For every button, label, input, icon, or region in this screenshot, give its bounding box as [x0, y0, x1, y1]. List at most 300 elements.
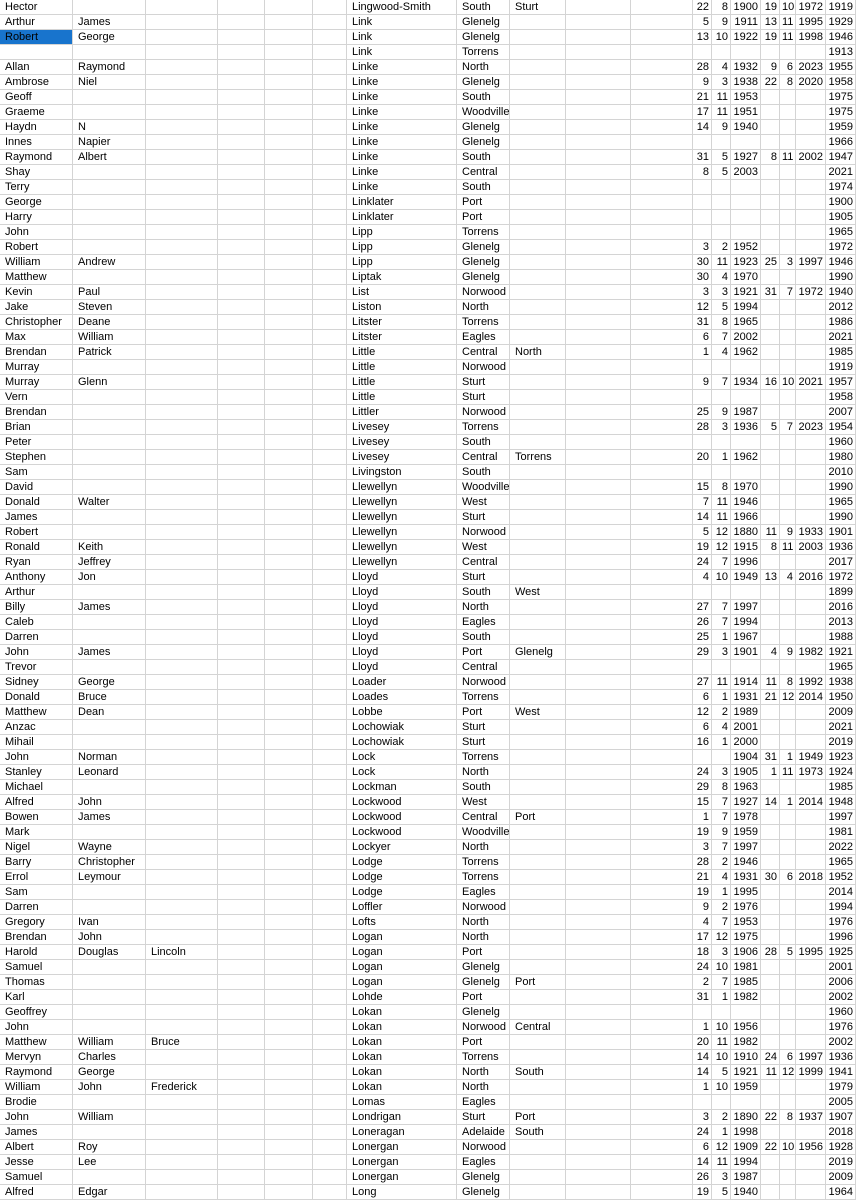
cell-col-k[interactable]: [631, 1185, 693, 1200]
cell-club[interactable]: Woodville: [457, 480, 510, 495]
cell-surname[interactable]: Lloyd: [347, 645, 457, 660]
cell-club[interactable]: North: [457, 1065, 510, 1080]
cell-col-d[interactable]: [218, 255, 265, 270]
cell-col-k[interactable]: [631, 870, 693, 885]
cell-first-name[interactable]: Gregory: [0, 915, 73, 930]
cell-debut-year[interactable]: 1959: [826, 120, 856, 135]
cell-death-year[interactable]: [796, 615, 826, 630]
cell-death-day[interactable]: [761, 300, 780, 315]
cell-death-day[interactable]: [761, 225, 780, 240]
cell-death-day[interactable]: [761, 345, 780, 360]
cell-surname[interactable]: Lock: [347, 765, 457, 780]
cell-death-month[interactable]: 3: [780, 255, 796, 270]
cell-second-club[interactable]: [510, 495, 566, 510]
cell-birth-day[interactable]: 5: [693, 15, 712, 30]
cell-death-month[interactable]: [780, 660, 796, 675]
cell-col-d[interactable]: [218, 915, 265, 930]
cell-debut-year[interactable]: 2005: [826, 1095, 856, 1110]
cell-birth-day[interactable]: [693, 390, 712, 405]
cell-birth-year[interactable]: 1927: [731, 795, 761, 810]
cell-col-e[interactable]: [265, 315, 313, 330]
cell-death-month[interactable]: [780, 120, 796, 135]
cell-debut-year[interactable]: 1994: [826, 900, 856, 915]
cell-col-j[interactable]: [566, 960, 631, 975]
cell-birth-month[interactable]: 3: [712, 645, 731, 660]
cell-surname[interactable]: Lockyer: [347, 840, 457, 855]
cell-second-name[interactable]: Raymond: [73, 60, 146, 75]
cell-col-e[interactable]: [265, 570, 313, 585]
cell-death-month[interactable]: [780, 735, 796, 750]
cell-death-day[interactable]: [761, 585, 780, 600]
cell-third-name[interactable]: [146, 330, 218, 345]
cell-second-club[interactable]: [510, 615, 566, 630]
cell-surname[interactable]: Lockman: [347, 780, 457, 795]
cell-birth-month[interactable]: 2: [712, 240, 731, 255]
cell-death-year[interactable]: 2023: [796, 420, 826, 435]
cell-third-name[interactable]: [146, 1095, 218, 1110]
cell-death-month[interactable]: 7: [780, 285, 796, 300]
cell-birth-day[interactable]: 27: [693, 600, 712, 615]
cell-death-day[interactable]: [761, 465, 780, 480]
cell-col-k[interactable]: [631, 825, 693, 840]
cell-death-month[interactable]: [780, 480, 796, 495]
cell-birth-day[interactable]: 12: [693, 705, 712, 720]
cell-col-f[interactable]: [313, 945, 347, 960]
cell-col-k[interactable]: [631, 555, 693, 570]
cell-col-e[interactable]: [265, 960, 313, 975]
cell-second-club[interactable]: [510, 720, 566, 735]
cell-club[interactable]: Port: [457, 945, 510, 960]
cell-death-year[interactable]: [796, 1095, 826, 1110]
cell-col-j[interactable]: [566, 1035, 631, 1050]
cell-col-f[interactable]: [313, 810, 347, 825]
cell-debut-year[interactable]: 1960: [826, 435, 856, 450]
cell-club[interactable]: Eagles: [457, 1155, 510, 1170]
cell-col-j[interactable]: [566, 135, 631, 150]
cell-col-e[interactable]: [265, 495, 313, 510]
cell-birth-month[interactable]: 10: [712, 960, 731, 975]
cell-second-club[interactable]: [510, 510, 566, 525]
cell-second-name[interactable]: Norman: [73, 750, 146, 765]
cell-col-e[interactable]: [265, 720, 313, 735]
cell-second-club[interactable]: [510, 75, 566, 90]
cell-col-d[interactable]: [218, 645, 265, 660]
cell-col-j[interactable]: [566, 180, 631, 195]
cell-death-month[interactable]: [780, 1095, 796, 1110]
cell-col-e[interactable]: [265, 990, 313, 1005]
cell-col-e[interactable]: [265, 165, 313, 180]
cell-birth-year[interactable]: 1951: [731, 105, 761, 120]
cell-col-k[interactable]: [631, 270, 693, 285]
cell-col-k[interactable]: [631, 840, 693, 855]
cell-birth-year[interactable]: 1997: [731, 600, 761, 615]
cell-second-name[interactable]: John: [73, 795, 146, 810]
cell-first-name[interactable]: Innes: [0, 135, 73, 150]
cell-death-day[interactable]: [761, 930, 780, 945]
cell-col-e[interactable]: [265, 1095, 313, 1110]
cell-debut-year[interactable]: 1990: [826, 510, 856, 525]
cell-debut-year[interactable]: 1921: [826, 645, 856, 660]
cell-second-name[interactable]: [73, 735, 146, 750]
cell-birth-year[interactable]: [731, 435, 761, 450]
cell-surname[interactable]: Lokan: [347, 1035, 457, 1050]
cell-birth-day[interactable]: 26: [693, 1170, 712, 1185]
cell-death-day[interactable]: [761, 915, 780, 930]
cell-col-k[interactable]: [631, 330, 693, 345]
cell-death-month[interactable]: [780, 105, 796, 120]
cell-birth-day[interactable]: 24: [693, 555, 712, 570]
cell-birth-day[interactable]: [693, 660, 712, 675]
cell-death-year[interactable]: 2002: [796, 150, 826, 165]
cell-surname[interactable]: Lockwood: [347, 825, 457, 840]
cell-death-day[interactable]: [761, 990, 780, 1005]
cell-col-d[interactable]: [218, 435, 265, 450]
cell-second-name[interactable]: James: [73, 645, 146, 660]
cell-birth-month[interactable]: 4: [712, 60, 731, 75]
cell-death-month[interactable]: [780, 825, 796, 840]
cell-third-name[interactable]: [146, 1185, 218, 1200]
cell-death-year[interactable]: 1956: [796, 1140, 826, 1155]
cell-col-j[interactable]: [566, 780, 631, 795]
cell-birth-month[interactable]: 9: [712, 825, 731, 840]
cell-birth-year[interactable]: 1934: [731, 375, 761, 390]
cell-col-k[interactable]: [631, 255, 693, 270]
cell-birth-day[interactable]: 24: [693, 765, 712, 780]
cell-birth-day[interactable]: [693, 1095, 712, 1110]
cell-surname[interactable]: Loffler: [347, 900, 457, 915]
cell-second-name[interactable]: John: [73, 930, 146, 945]
cell-death-year[interactable]: [796, 555, 826, 570]
cell-col-f[interactable]: [313, 405, 347, 420]
cell-third-name[interactable]: [146, 90, 218, 105]
cell-second-name[interactable]: Andrew: [73, 255, 146, 270]
cell-birth-year[interactable]: 1927: [731, 150, 761, 165]
cell-col-f[interactable]: [313, 1035, 347, 1050]
cell-death-month[interactable]: 8: [780, 75, 796, 90]
cell-third-name[interactable]: [146, 1125, 218, 1140]
cell-death-year[interactable]: [796, 510, 826, 525]
cell-debut-year[interactable]: 1928: [826, 1140, 856, 1155]
cell-col-j[interactable]: [566, 1095, 631, 1110]
cell-col-e[interactable]: [265, 765, 313, 780]
cell-col-e[interactable]: [265, 915, 313, 930]
cell-birth-month[interactable]: [712, 1005, 731, 1020]
cell-col-d[interactable]: [218, 345, 265, 360]
cell-col-f[interactable]: [313, 495, 347, 510]
cell-death-month[interactable]: [780, 465, 796, 480]
cell-surname[interactable]: Linke: [347, 105, 457, 120]
cell-second-club[interactable]: [510, 870, 566, 885]
cell-second-name[interactable]: Roy: [73, 1140, 146, 1155]
cell-col-d[interactable]: [218, 900, 265, 915]
cell-debut-year[interactable]: 1947: [826, 150, 856, 165]
cell-birth-month[interactable]: [712, 180, 731, 195]
cell-col-j[interactable]: [566, 1020, 631, 1035]
cell-death-day[interactable]: [761, 330, 780, 345]
cell-club[interactable]: Port: [457, 210, 510, 225]
cell-col-e[interactable]: [265, 690, 313, 705]
cell-third-name[interactable]: [146, 150, 218, 165]
cell-birth-month[interactable]: [712, 195, 731, 210]
cell-club[interactable]: Adelaide: [457, 1125, 510, 1140]
cell-birth-year[interactable]: 1987: [731, 1170, 761, 1185]
cell-death-year[interactable]: [796, 780, 826, 795]
cell-death-year[interactable]: [796, 1005, 826, 1020]
cell-second-name[interactable]: Lee: [73, 1155, 146, 1170]
cell-birth-month[interactable]: 10: [712, 30, 731, 45]
cell-first-name[interactable]: Darren: [0, 900, 73, 915]
cell-second-name[interactable]: [73, 1170, 146, 1185]
cell-second-club[interactable]: South: [510, 1065, 566, 1080]
cell-col-d[interactable]: [218, 780, 265, 795]
cell-death-month[interactable]: [780, 810, 796, 825]
cell-death-day[interactable]: [761, 825, 780, 840]
cell-birth-month[interactable]: 1: [712, 885, 731, 900]
cell-first-name[interactable]: Thomas: [0, 975, 73, 990]
cell-col-k[interactable]: [631, 945, 693, 960]
cell-second-club[interactable]: [510, 840, 566, 855]
cell-debut-year[interactable]: 1985: [826, 345, 856, 360]
cell-birth-year[interactable]: 1989: [731, 705, 761, 720]
cell-third-name[interactable]: [146, 165, 218, 180]
cell-death-year[interactable]: [796, 495, 826, 510]
cell-col-k[interactable]: [631, 885, 693, 900]
cell-first-name[interactable]: Harry: [0, 210, 73, 225]
cell-col-j[interactable]: [566, 675, 631, 690]
cell-col-d[interactable]: [218, 360, 265, 375]
cell-second-name[interactable]: Walter: [73, 495, 146, 510]
cell-col-f[interactable]: [313, 555, 347, 570]
cell-death-month[interactable]: [780, 585, 796, 600]
cell-col-e[interactable]: [265, 705, 313, 720]
cell-debut-year[interactable]: 1936: [826, 540, 856, 555]
cell-col-j[interactable]: [566, 540, 631, 555]
cell-second-name[interactable]: [73, 210, 146, 225]
cell-surname[interactable]: Lodge: [347, 870, 457, 885]
cell-second-club[interactable]: [510, 795, 566, 810]
cell-col-j[interactable]: [566, 600, 631, 615]
cell-surname[interactable]: Lipp: [347, 240, 457, 255]
cell-col-e[interactable]: [265, 465, 313, 480]
cell-col-e[interactable]: [265, 225, 313, 240]
cell-death-month[interactable]: [780, 510, 796, 525]
cell-first-name[interactable]: David: [0, 480, 73, 495]
cell-first-name[interactable]: Caleb: [0, 615, 73, 630]
cell-surname[interactable]: Loades: [347, 690, 457, 705]
cell-death-month[interactable]: 8: [780, 1110, 796, 1125]
cell-col-d[interactable]: [218, 1095, 265, 1110]
cell-surname[interactable]: Llewellyn: [347, 525, 457, 540]
cell-third-name[interactable]: [146, 465, 218, 480]
cell-col-k[interactable]: [631, 915, 693, 930]
cell-birth-month[interactable]: 3: [712, 420, 731, 435]
cell-second-club[interactable]: [510, 555, 566, 570]
cell-col-j[interactable]: [566, 450, 631, 465]
cell-birth-year[interactable]: 1904: [731, 750, 761, 765]
cell-third-name[interactable]: [146, 1005, 218, 1020]
cell-death-year[interactable]: [796, 195, 826, 210]
cell-third-name[interactable]: [146, 1140, 218, 1155]
cell-surname[interactable]: Lonergan: [347, 1170, 457, 1185]
cell-death-day[interactable]: 8: [761, 540, 780, 555]
cell-birth-day[interactable]: 4: [693, 915, 712, 930]
cell-second-club[interactable]: [510, 60, 566, 75]
cell-col-k[interactable]: [631, 960, 693, 975]
cell-birth-day[interactable]: 17: [693, 930, 712, 945]
cell-club[interactable]: Torrens: [457, 225, 510, 240]
cell-first-name[interactable]: Stephen: [0, 450, 73, 465]
cell-col-k[interactable]: [631, 435, 693, 450]
cell-col-d[interactable]: [218, 465, 265, 480]
cell-col-e[interactable]: [265, 375, 313, 390]
cell-col-e[interactable]: [265, 1065, 313, 1080]
cell-col-e[interactable]: [265, 810, 313, 825]
cell-col-e[interactable]: [265, 1020, 313, 1035]
cell-col-e[interactable]: [265, 435, 313, 450]
cell-col-e[interactable]: [265, 135, 313, 150]
cell-birth-month[interactable]: 4: [712, 345, 731, 360]
cell-first-name[interactable]: Mark: [0, 825, 73, 840]
cell-col-e[interactable]: [265, 555, 313, 570]
cell-col-k[interactable]: [631, 510, 693, 525]
cell-surname[interactable]: Link: [347, 15, 457, 30]
cell-surname[interactable]: Lipp: [347, 225, 457, 240]
cell-first-name[interactable]: Robert: [0, 240, 73, 255]
cell-col-k[interactable]: [631, 240, 693, 255]
cell-birth-day[interactable]: 24: [693, 960, 712, 975]
cell-second-club[interactable]: [510, 855, 566, 870]
cell-death-year[interactable]: [796, 405, 826, 420]
cell-club[interactable]: Norwood: [457, 525, 510, 540]
cell-surname[interactable]: Llewellyn: [347, 555, 457, 570]
cell-debut-year[interactable]: 1936: [826, 1050, 856, 1065]
cell-death-month[interactable]: 11: [780, 765, 796, 780]
cell-death-month[interactable]: 11: [780, 150, 796, 165]
cell-birth-year[interactable]: 1997: [731, 840, 761, 855]
cell-birth-day[interactable]: [693, 750, 712, 765]
cell-death-year[interactable]: 1997: [796, 255, 826, 270]
cell-birth-month[interactable]: 11: [712, 495, 731, 510]
cell-surname[interactable]: Lodge: [347, 885, 457, 900]
cell-debut-year[interactable]: 1979: [826, 1080, 856, 1095]
cell-club[interactable]: North: [457, 60, 510, 75]
cell-first-name[interactable]: Alfred: [0, 1185, 73, 1200]
cell-col-d[interactable]: [218, 945, 265, 960]
cell-col-f[interactable]: [313, 735, 347, 750]
cell-death-year[interactable]: [796, 225, 826, 240]
cell-col-e[interactable]: [265, 975, 313, 990]
cell-col-j[interactable]: [566, 855, 631, 870]
cell-col-d[interactable]: [218, 540, 265, 555]
cell-col-j[interactable]: [566, 750, 631, 765]
cell-col-k[interactable]: [631, 735, 693, 750]
cell-col-d[interactable]: [218, 270, 265, 285]
cell-death-month[interactable]: [780, 270, 796, 285]
cell-death-year[interactable]: [796, 930, 826, 945]
cell-first-name[interactable]: John: [0, 750, 73, 765]
cell-first-name[interactable]: [0, 45, 73, 60]
cell-birth-month[interactable]: [712, 585, 731, 600]
cell-death-month[interactable]: 10: [782, 1141, 795, 1153]
cell-second-club[interactable]: [510, 1170, 566, 1185]
cell-second-name[interactable]: Glenn: [73, 375, 146, 390]
cell-club[interactable]: Glenelg: [457, 240, 510, 255]
cell-birth-month[interactable]: 3: [712, 1170, 731, 1185]
cell-birth-day[interactable]: 3: [693, 1110, 712, 1125]
cell-death-month[interactable]: 1: [780, 795, 796, 810]
cell-third-name[interactable]: [146, 15, 218, 30]
cell-death-year[interactable]: [796, 735, 826, 750]
cell-third-name[interactable]: [146, 825, 218, 840]
cell-death-year[interactable]: 1992: [796, 675, 826, 690]
cell-debut-year[interactable]: 1980: [826, 450, 856, 465]
cell-col-j[interactable]: [566, 1005, 631, 1020]
cell-surname[interactable]: Liston: [347, 300, 457, 315]
cell-surname[interactable]: Lochowiak: [347, 720, 457, 735]
cell-second-club[interactable]: [510, 420, 566, 435]
cell-col-f[interactable]: [313, 675, 347, 690]
cell-death-day[interactable]: [761, 270, 780, 285]
cell-second-name[interactable]: [73, 180, 146, 195]
cell-second-club[interactable]: [510, 990, 566, 1005]
cell-birth-day[interactable]: 1: [693, 1020, 712, 1035]
cell-col-k[interactable]: [631, 1110, 693, 1125]
cell-death-day[interactable]: [761, 405, 780, 420]
cell-club[interactable]: South: [457, 630, 510, 645]
cell-death-day[interactable]: [761, 450, 780, 465]
cell-debut-year[interactable]: 2017: [826, 555, 856, 570]
cell-death-day[interactable]: 11: [761, 675, 780, 690]
cell-birth-year[interactable]: 1994: [731, 1155, 761, 1170]
cell-debut-year[interactable]: 1913: [826, 45, 856, 60]
cell-surname[interactable]: Little: [347, 345, 457, 360]
cell-col-e[interactable]: [265, 450, 313, 465]
cell-col-j[interactable]: [566, 1140, 631, 1155]
cell-col-j[interactable]: [566, 825, 631, 840]
cell-debut-year[interactable]: 2016: [826, 600, 856, 615]
cell-debut-year[interactable]: 1954: [826, 420, 856, 435]
cell-third-name[interactable]: [146, 255, 218, 270]
cell-death-day[interactable]: 8: [761, 150, 780, 165]
cell-second-club[interactable]: [510, 1005, 566, 1020]
cell-debut-year[interactable]: 1976: [826, 1020, 856, 1035]
cell-birth-year[interactable]: 2002: [731, 330, 761, 345]
cell-col-d[interactable]: [218, 450, 265, 465]
cell-birth-month[interactable]: 11: [712, 675, 731, 690]
cell-second-name[interactable]: Charles: [73, 1050, 146, 1065]
cell-col-k[interactable]: [631, 60, 693, 75]
cell-birth-month[interactable]: 7: [712, 915, 731, 930]
cell-club[interactable]: Glenelg: [457, 135, 510, 150]
cell-death-month[interactable]: [780, 990, 796, 1005]
cell-death-month[interactable]: [780, 555, 796, 570]
cell-birth-year[interactable]: 1909: [731, 1140, 761, 1155]
cell-second-name[interactable]: William: [73, 1035, 146, 1050]
cell-debut-year[interactable]: 1946: [826, 255, 856, 270]
cell-col-f[interactable]: [313, 885, 347, 900]
cell-death-month[interactable]: 8: [780, 675, 796, 690]
cell-birth-day[interactable]: 28: [693, 420, 712, 435]
cell-surname[interactable]: Lonergan: [347, 1155, 457, 1170]
cell-death-day[interactable]: [761, 495, 780, 510]
cell-first-name[interactable]: Allan: [0, 60, 73, 75]
cell-third-name[interactable]: [146, 75, 218, 90]
cell-third-name[interactable]: [146, 855, 218, 870]
cell-col-f[interactable]: [313, 255, 347, 270]
cell-col-k[interactable]: [631, 525, 693, 540]
cell-col-j[interactable]: [566, 555, 631, 570]
cell-first-name[interactable]: Stanley: [0, 765, 73, 780]
